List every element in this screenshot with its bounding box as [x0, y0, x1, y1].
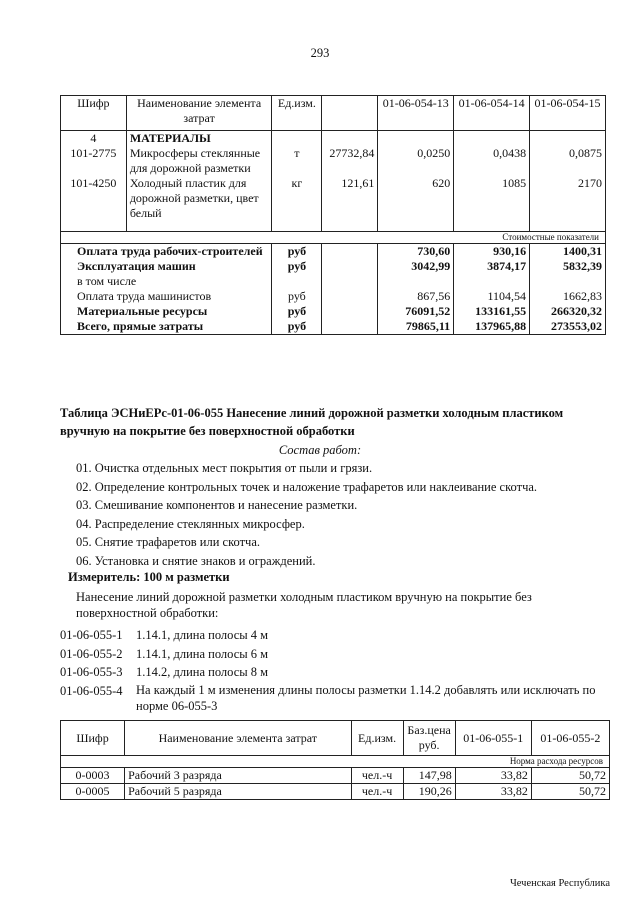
summary-value: 79865,11 [378, 319, 454, 335]
header-col-13: 01-06-054-13 [378, 96, 454, 131]
summary-unit: руб [272, 244, 322, 260]
row-value: 0,0875 [530, 146, 606, 176]
table-header-row [61, 721, 610, 756]
table-row [61, 176, 606, 221]
summary-value: 5832,39 [530, 259, 606, 274]
summary-row [61, 319, 606, 335]
row-value: 620 [378, 176, 454, 221]
list-item [60, 663, 620, 682]
header-price: Баз.цена руб. [403, 721, 455, 756]
summary-value: 3874,17 [454, 259, 530, 274]
summary-unit: руб [272, 304, 322, 319]
summary-unit: руб [272, 289, 322, 304]
summary-row [61, 244, 606, 260]
header-code: Шифр [61, 721, 125, 756]
list-item: 04. Распределение стеклянных микросфер. [76, 516, 305, 531]
summary-value: 730,60 [378, 244, 454, 260]
summary-row [61, 274, 606, 289]
table-row [61, 784, 610, 800]
summary-unit: руб [272, 259, 322, 274]
section-title: Таблица ЭСНиЕРс-01-06-055 Нанесение линий дорожной разметки холодным пластиком вручную на покрытие без поверхностной обработки [60, 406, 564, 438]
summary-value: 273553,02 [530, 319, 606, 335]
list-item: 01. Очистка отдельных мест покрытия от пыли и грязи. [76, 461, 373, 475]
page-number: 293 [310, 46, 330, 60]
list-item [60, 626, 620, 645]
row-code: 101-2775 [61, 146, 127, 176]
summary-value: 137965,88 [454, 319, 530, 335]
row-unit: т [272, 146, 322, 176]
item-text: 1.14.1, длина полосы 6 м [136, 646, 269, 661]
item-code: 01-06-055-1 [60, 628, 123, 642]
item-text: 1.14.2, длина полосы 8 м [136, 665, 269, 679]
row-value: 0,0250 [378, 146, 454, 176]
row-value: 33,82 [455, 768, 531, 784]
row-value: 2170 [530, 176, 606, 221]
summary-row [61, 304, 606, 319]
summary-value: 133161,55 [454, 304, 530, 319]
row-name: Рабочий 3 разряда [125, 768, 351, 784]
summary-unit: руб [272, 319, 322, 335]
item-text: 1.14.1, длина полосы 4 м [136, 628, 269, 642]
code-list [60, 626, 620, 714]
summary-value: 1400,31 [530, 244, 606, 260]
cost-header-row [61, 232, 606, 244]
summary-name: Оплата труда рабочих-строителей [61, 244, 272, 260]
list-item: 06. Установка и снятие знаков и ограждений. [76, 553, 316, 568]
item-text: На каждый 1 м изменения длины полосы разметки 1.14.2 добавлять или исключать по норме 06-055-3 [136, 682, 596, 713]
header-code: Шифр [61, 96, 127, 131]
summary-value: 1662,83 [530, 289, 606, 304]
summary-name: в том числе [61, 274, 272, 289]
cost-header: Стоимостные показатели [61, 232, 606, 244]
list-item: 03. Смешивание компонентов и нанесение разметки. [76, 498, 358, 512]
meter-label: Измеритель: 100 м разметки [68, 570, 230, 584]
section-code: 4 [61, 131, 127, 147]
list-item [60, 682, 620, 714]
section-description: Нанесение линий дорожной разметки холодным пластиком вручную на покрытие без поверхностной обработки: [76, 590, 532, 620]
summary-value: 867,56 [378, 289, 454, 304]
header-col-2: 01-06-055-2 [531, 721, 609, 756]
summary-name: Оплата труда машинистов [61, 289, 272, 304]
page-footer: Чеченская Республика [509, 878, 610, 889]
summary-value: 76091,52 [378, 304, 454, 319]
resource-table-055 [60, 720, 610, 800]
header-name: Наименование элемента затрат [125, 721, 351, 756]
header-col-1: 01-06-055-1 [455, 721, 531, 756]
summary-value: 266320,32 [530, 304, 606, 319]
summary-name: Всего, прямые затраты [61, 319, 272, 335]
summary-value: 3042,99 [378, 259, 454, 274]
header-price [322, 96, 378, 131]
item-code: 01-06-055-3 [60, 665, 123, 679]
row-code: 0-0005 [61, 784, 125, 800]
work-composition-title: Состав работ: [278, 443, 362, 457]
header-col-15: 01-06-054-15 [530, 96, 606, 131]
table-row [61, 131, 606, 147]
norm-header: Норма расхода ресурсов [61, 756, 610, 768]
list-item [60, 645, 620, 664]
row-name: Холодный пластик для дорожной разметки, цвет белый [126, 176, 272, 221]
summary-value: 1104,54 [454, 289, 530, 304]
header-name: Наименование элемента затрат [126, 96, 272, 131]
row-name: Рабочий 5 разряда [125, 784, 351, 800]
row-code: 101-4250 [61, 176, 127, 221]
norm-header-row [61, 756, 610, 768]
summary-name: Материальные ресурсы [61, 304, 272, 319]
row-value: 1085 [454, 176, 530, 221]
row-code: 0-0003 [61, 768, 125, 784]
row-price: 121,61 [322, 176, 378, 221]
row-value: 0,0438 [454, 146, 530, 176]
list-item: 02. Определение контрольных точек и наложение трафаретов или наклеивание скотча. [76, 479, 538, 494]
header-col-14: 01-06-054-14 [454, 96, 530, 131]
table-header-row [61, 96, 606, 131]
row-price: 27732,84 [322, 146, 378, 176]
item-code: 01-06-055-4 [60, 683, 123, 698]
resource-table-054 [60, 95, 606, 335]
row-price: 147,98 [403, 768, 455, 784]
item-code: 01-06-055-2 [60, 646, 123, 661]
summary-value: 930,16 [454, 244, 530, 260]
header-unit: Ед.изм. [272, 96, 322, 131]
row-price: 190,26 [403, 784, 455, 800]
summary-name: Эксплуатация машин [61, 259, 272, 274]
list-item: 05. Снятие трафаретов или скотча. [76, 535, 261, 549]
table-row [61, 146, 606, 176]
row-value: 50,72 [531, 768, 609, 784]
row-value: 33,82 [455, 784, 531, 800]
header-unit: Ед.изм. [351, 721, 403, 756]
work-list [76, 459, 596, 570]
table-row [61, 768, 610, 784]
row-unit: чел.-ч [351, 784, 403, 800]
section-name: МАТЕРИАЛЫ [126, 131, 272, 147]
row-name: Микросферы стеклянные для дорожной разметки [126, 146, 272, 176]
summary-row [61, 289, 606, 304]
row-value: 50,72 [531, 784, 609, 800]
row-unit: чел.-ч [351, 768, 403, 784]
row-unit: кг [272, 176, 322, 221]
summary-row [61, 259, 606, 274]
